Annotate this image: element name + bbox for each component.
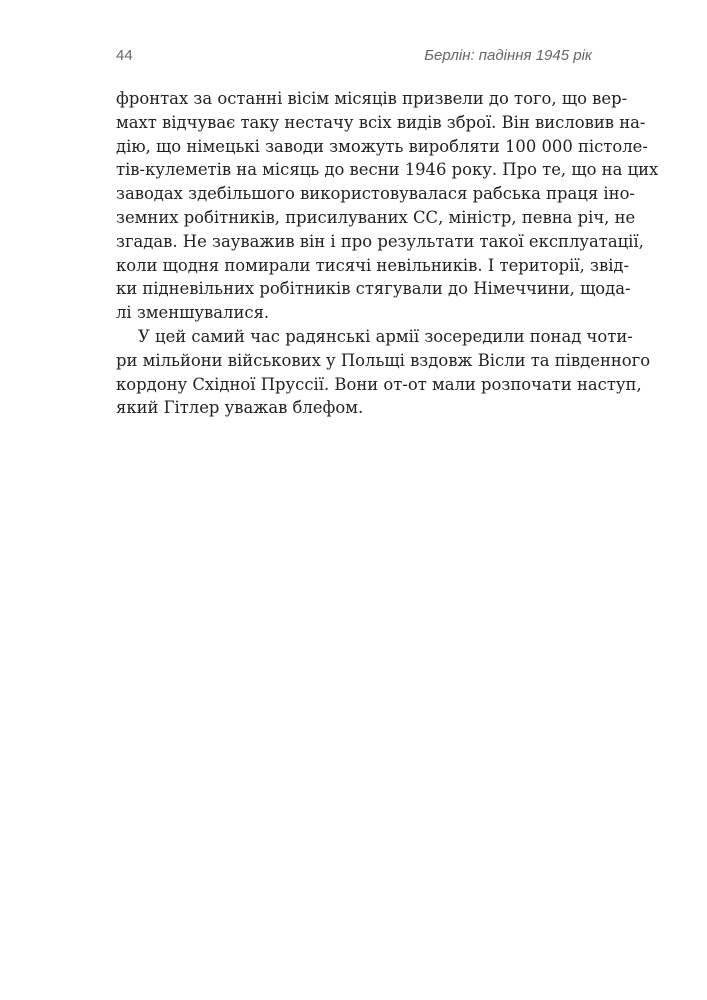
text-line: кордону Східної Пруссії. Вони от-от мали розпочати наступ, — [116, 374, 642, 394]
paragraph — [116, 325, 651, 420]
text-line: земних робітників, присилуваних СС, міністр, певна річ, не — [116, 207, 636, 227]
page-number: 44 — [116, 47, 133, 64]
text-line: ри мільйони військових у Польщі вздовж Вісли та південного — [116, 350, 651, 370]
text-line: ки підневільних робітників стягували до Німеччини, щода- — [116, 279, 631, 299]
text-line: тів-кулеметів на місяць до весни 1946 року. Про те, що на цих — [116, 160, 659, 180]
text-line: заводах здебільшого використовувалася рабська праця іно- — [116, 184, 635, 204]
text-line: який Гітлер уважав блефом. — [116, 398, 364, 418]
running-title: Берлін: падіння 1945 рік — [424, 47, 592, 64]
text-line: лі зменшувалися. — [116, 303, 270, 323]
body-text — [116, 87, 659, 420]
text-line: згадав. Не зауважив він і про результати такої експлуатації, — [116, 231, 644, 251]
paragraph — [116, 87, 659, 325]
text-line: У цей самий час радянські армії зосередили понад чоти- — [138, 326, 633, 346]
text-line: махт відчуває таку нестачу всіх видів зброї. Він висловив на- — [116, 112, 646, 132]
text-line: коли щодня помирали тисячі невільників. І території, звід- — [116, 255, 630, 275]
text-line: фронтах за останні вісім місяців призвели до того, що вер- — [116, 89, 628, 108]
text-line: дію, що німецькі заводи зможуть виробляти 100 000 пістоле- — [116, 136, 648, 156]
